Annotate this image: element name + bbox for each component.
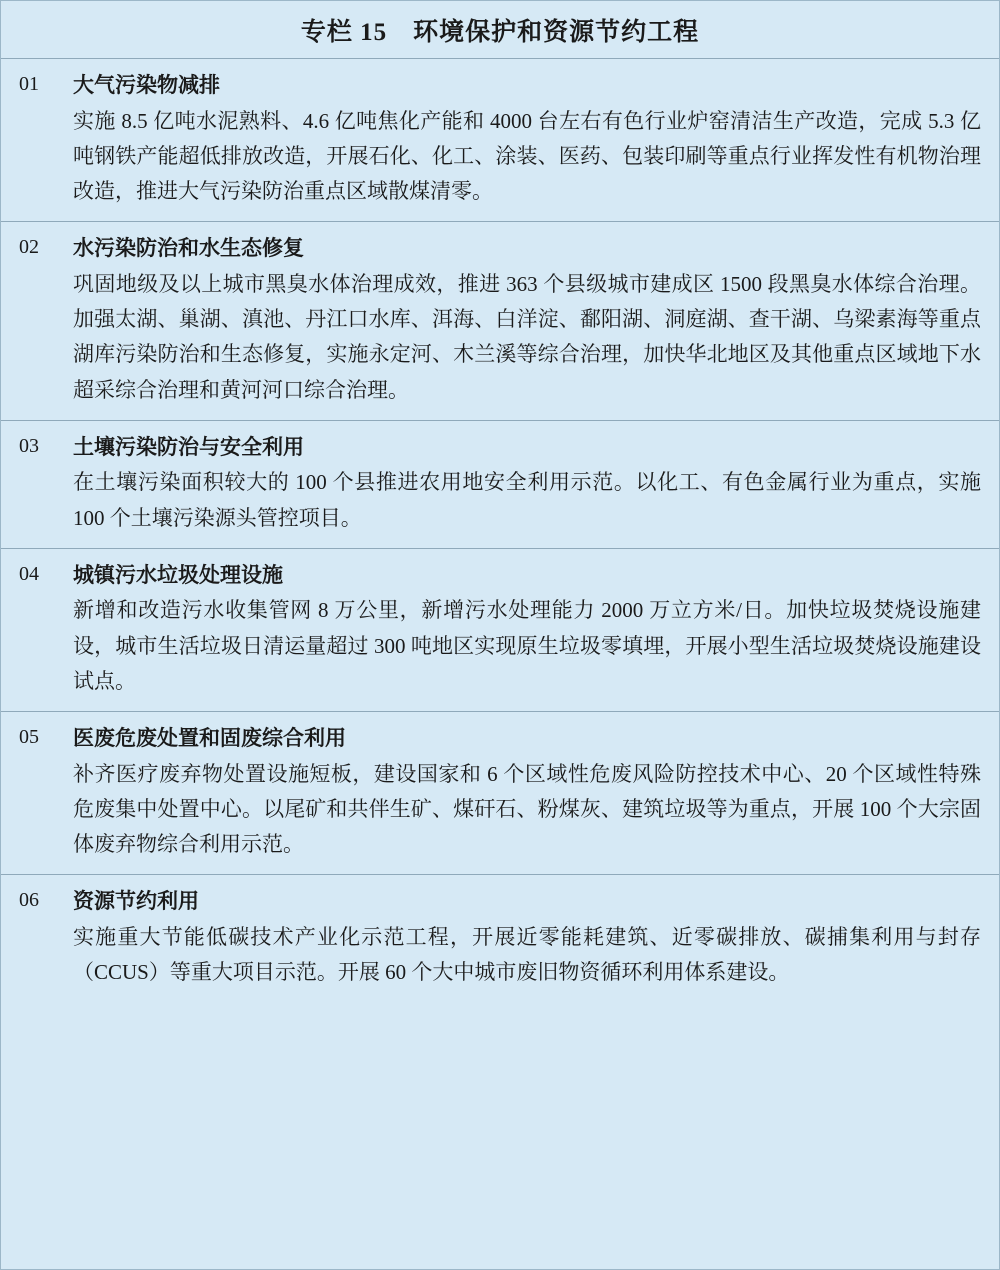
list-item — [1, 712, 999, 875]
item-body — [73, 432, 981, 536]
item-body — [73, 886, 981, 990]
item-list — [1, 59, 999, 1269]
panel-title-label: 专栏 15 — [300, 18, 388, 46]
item-heading: 城镇污水垃圾处理设施 — [73, 562, 283, 587]
item-body — [73, 560, 981, 699]
item-number: 04 — [19, 562, 39, 585]
item-text: 新增和改造污水收集管网 8 万公里，新增污水处理能力 2000 万立方米/日。加快垃圾焚烧设施建设，城市生活垃圾日清运量超过 300 吨地区实现原生垃圾零填埋，开展小型生活垃圾焚烧设施建设试点。 — [73, 598, 981, 693]
item-body — [73, 70, 981, 209]
item-heading: 大气污染物减排 — [73, 73, 220, 97]
list-item — [1, 421, 999, 549]
item-text: 巩固地级及以上城市黑臭水体治理成效，推进 363 个县级城市建成区 1500 段黑臭水体综合治理。加强太湖、巢湖、滇池、丹江口水库、洱海、白洋淀、鄱阳湖、洞庭湖、查干湖、乌梁素海等重点湖库污染防治和生态修复，实施永定河、木兰溪等综合治理，加快华北地区及其他重点区域地下水超采综合治理和黄河河口综合治理。 — [73, 271, 981, 402]
item-number: 03 — [19, 434, 39, 457]
list-item — [1, 875, 999, 1002]
list-item — [1, 59, 999, 222]
item-number: 05 — [19, 726, 39, 749]
list-item — [1, 549, 999, 712]
item-number: 01 — [19, 73, 39, 95]
item-heading: 医废危废处置和固废综合利用 — [73, 726, 346, 751]
item-text: 实施 8.5 亿吨水泥熟料、4.6 亿吨焦化产能和 4000 台左右有色行业炉窑清洁生产改造，完成 5.3 亿吨钢铁产能超低排放改造，开展石化、化工、涂装、医药、包装印刷等重点行业挥发性有机物治理改造，推进大气污染防治重点区域散煤清零。 — [73, 108, 981, 204]
item-heading: 水污染防治和水生态修复 — [73, 236, 304, 261]
item-number: 02 — [19, 236, 39, 259]
item-body — [73, 723, 981, 862]
item-number: 06 — [19, 889, 39, 912]
panel-title-text: 环境保护和资源节约工程 — [413, 18, 700, 46]
item-text: 补齐医疗废弃物处置设施短板，建设国家和 6 个区域性危废风险防控技术中心、20 个区域性特殊危废集中处置中心。以尾矿和共伴生矿、煤矸石、粉煤灰、建筑垃圾等为重点，开展 100 个大宗固体废弃物综合利用示范。 — [73, 761, 981, 857]
item-heading: 资源节约利用 — [73, 889, 199, 914]
item-body — [73, 233, 981, 408]
list-item — [1, 222, 999, 421]
item-heading: 土壤污染防治与安全利用 — [73, 434, 304, 459]
item-text: 实施重大节能低碳技术产业化示范工程，开展近零能耗建筑、近零碳排放、碳捕集利用与封存（CCUS）等重大项目示范。开展 60 个大中城市废旧物资循环利用体系建设。 — [73, 924, 981, 985]
item-text: 在土壤污染面积较大的 100 个县推进农用地安全利用示范。以化工、有色金属行业为重点，实施 100 个土壤污染源头管控项目。 — [73, 470, 981, 530]
panel-title — [1, 1, 999, 59]
